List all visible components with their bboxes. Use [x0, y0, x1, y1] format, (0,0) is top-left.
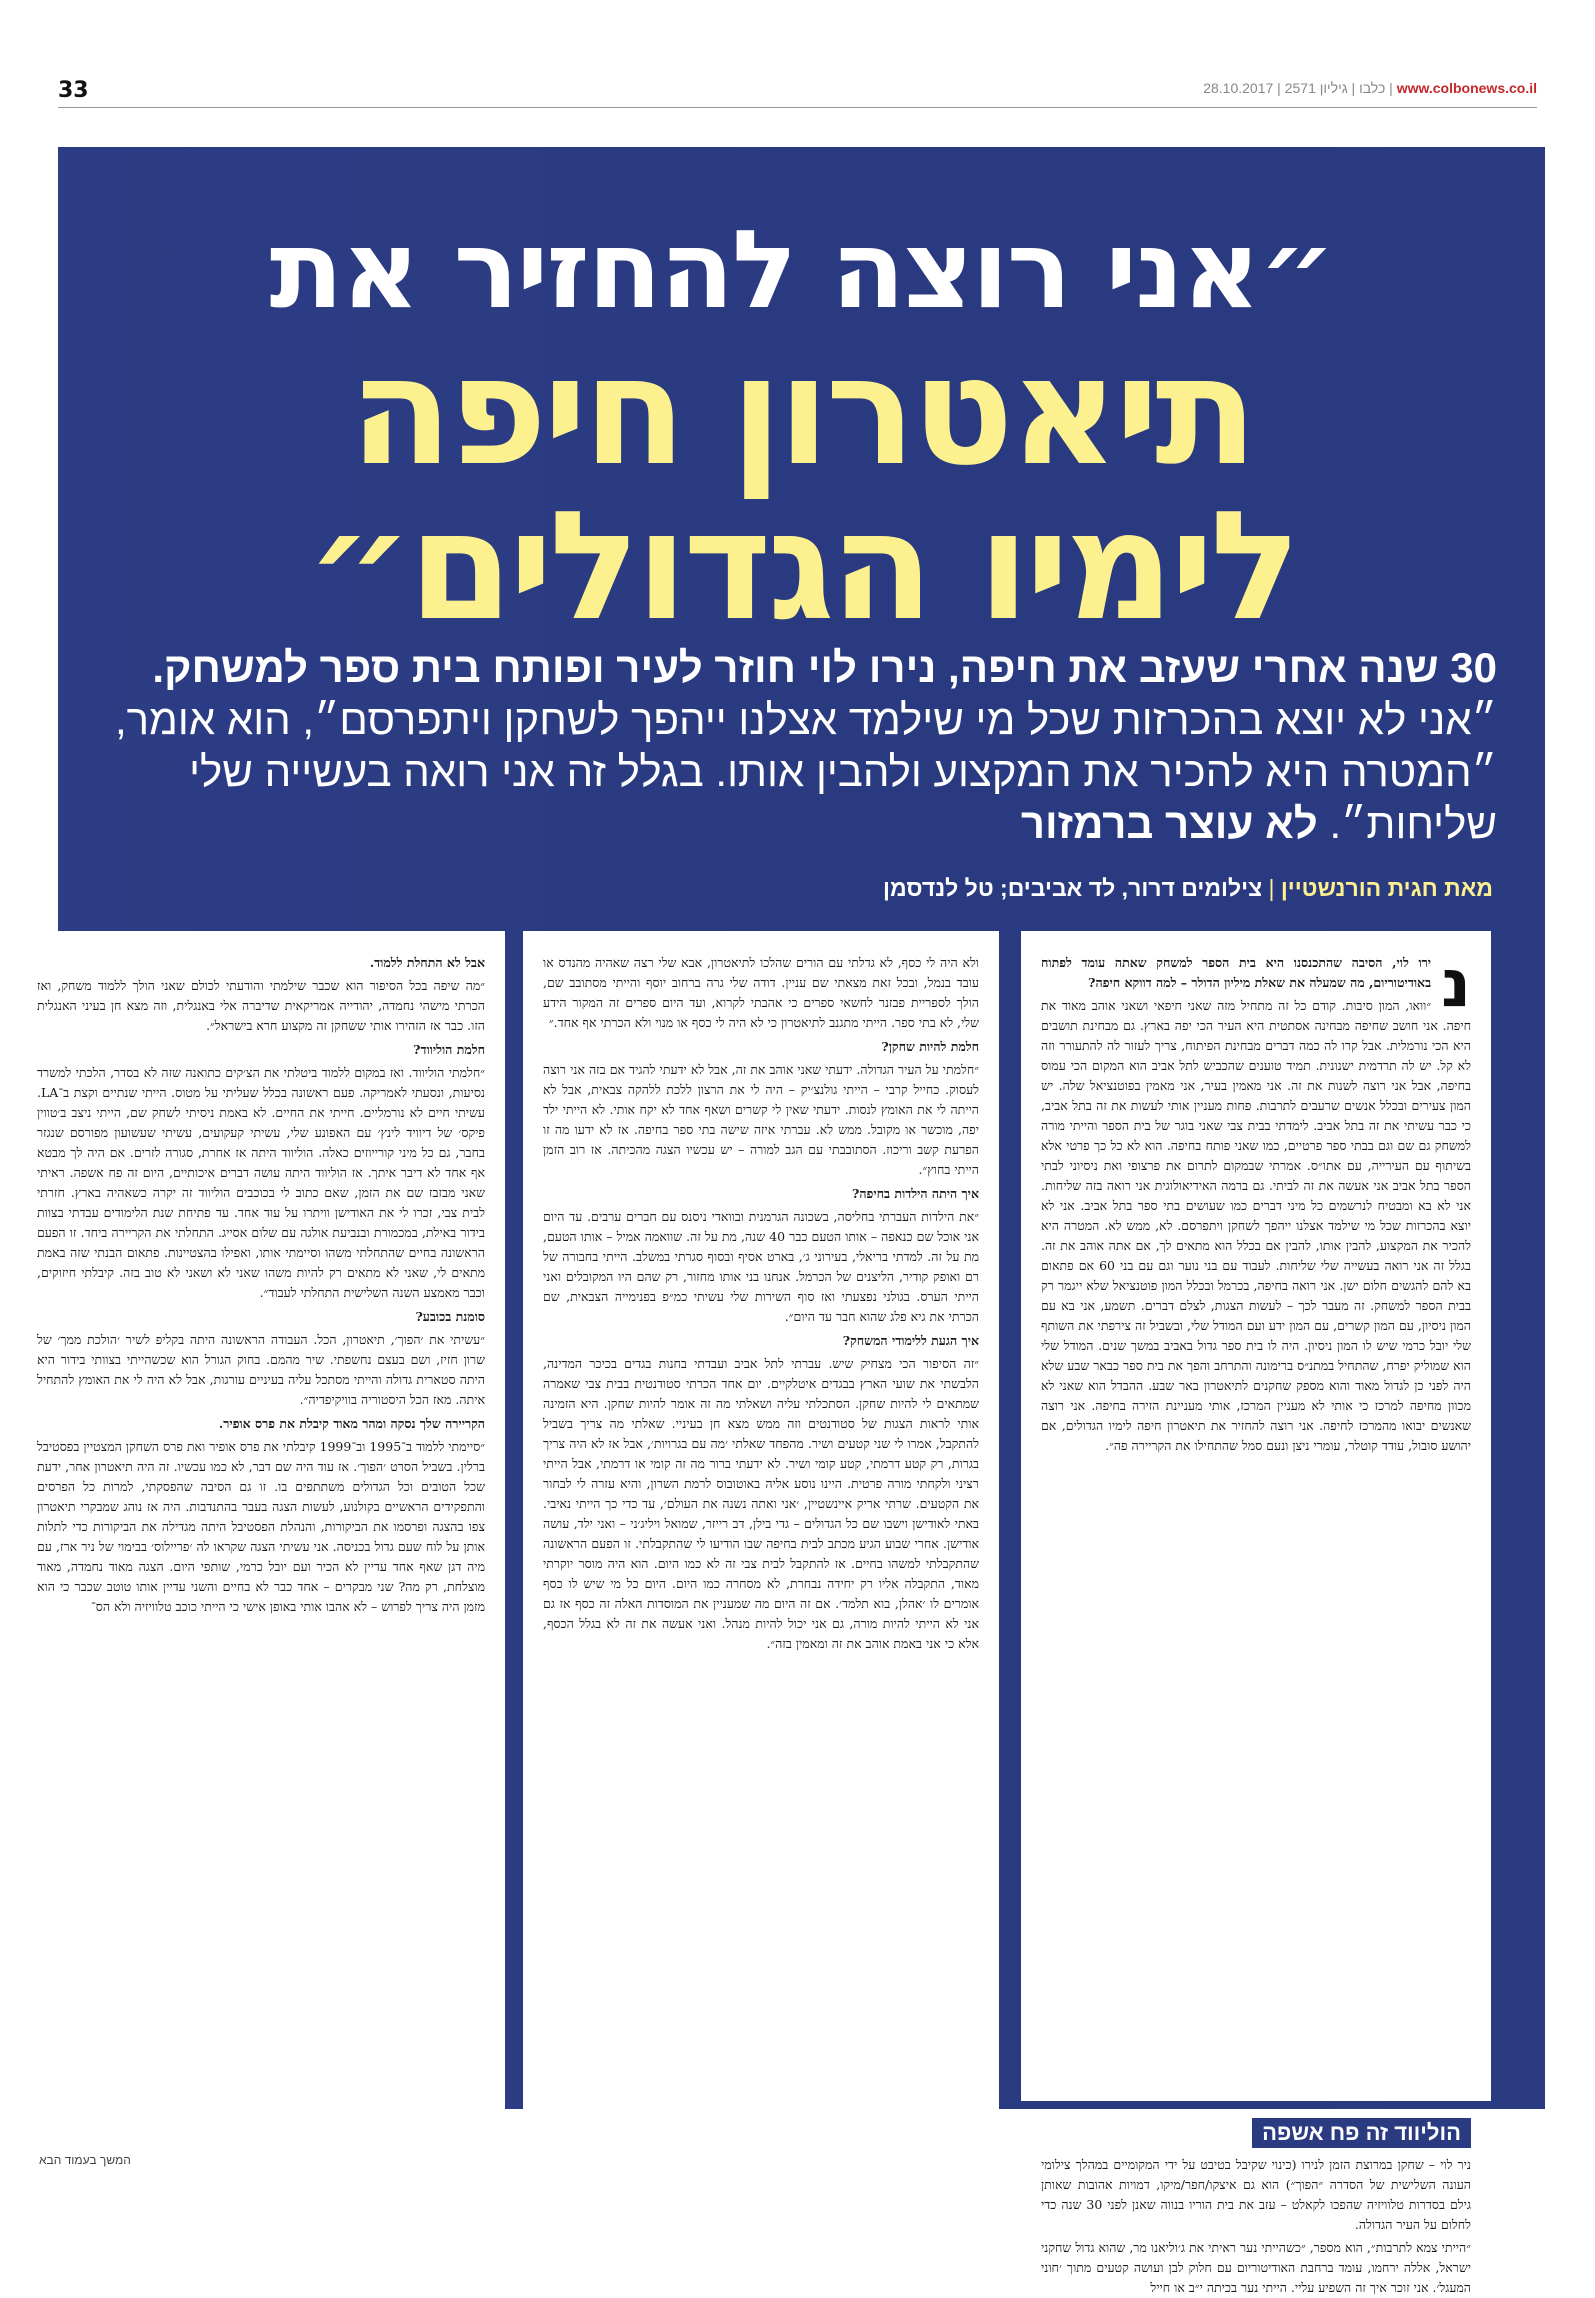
site-url[interactable]: www.colbonews.co.il — [1396, 80, 1537, 96]
issue-date: 28.10.2017 — [1203, 80, 1274, 96]
paragraph: ״הייתי צמא לתרבות״, הוא מספר, ״כשהייתי נער ראיתי את ג׳וליאנו מר, שהוא גדול שחקני ישראל, אללה ירחמו, עומד ברחבת האודיטוריום עם חלוק לבן ועושה קטעים מתוך ׳חוני המעגל׳. אני זוכר איך זה השפיע עליי. הייתי נער בכיתה י״ב או חייל — [1041, 2240, 1471, 2295]
article-column-2 — [523, 931, 999, 2166]
paragraph: ״וואו, המון סיבות. קודם כל זה מתחיל מזה שאני חיפאי ושאני אוהב מאוד את חיפה. אני חושב שחיפה מבחינה אסתטית היא העיר הכי יפה בארץ. גם מבחינת תושבים היא הכי נורמלית. אבל קרו לה כמה דברים מבחינת הפיתוח, צריך לעזור לה להתעורר וזה לא קל. יש לה תרדמית ישנונית. תמיד טוענים שהכביש לתל אביב הוא המקום הכי עמוס בחיפה, אבל אני רוצה לשנות את זה. אני מאמין בעיר, אני מאמין בפוטנציאל שלה. יש המון צעירים ובכלל אנשים שרעבים לתרבות. פחות מעניין אותי לעשות את זה בתל אביב, כי כבר עשיתי את זה בתל אביב. לימדתי בבית צבי שאני בוגר של בית הספר והייתי מורה למשחק גם שם וגם בבתי ספר פרטיים, כמו שאני פותח בחיפה. הוא לא כל כך פרטי אלא בשיתוף עם העירייה, עם אתו״ס. אמרתי שבמקום לתרום את פרצופי ואת ניסיוני לבתי הספר בתל אביב אני אעשה את זה לביתי. גם ברמה האידיאולוגית אני רואה בזה שליחות. אני לא בא ומבטיח לנרשמים כל מיני דברים כמו שעושים בתי ספר בתל אביב. אני לא יוצא בהכרזות שכל מי שילמד אצלנו ייהפך לשחקן ויתפרסם. לא, ממש לא. המטרה היא להכיר את המקצוע, להבין אותו, להבין אם בכלל הוא מתאים לך, אם אתה אוהב את זה. בגלל זה אני רואה בעשייה שלי שליחות. לעבוד עם בני נוער וגם עם בני 60 אם פתאום בא להם להגשים חלום ישן. אני רואה בחיפה, בכרמל ובכלל המון פוטנציאל שלא ייגמר רק בבית הספר למשחק. זה מעבר לכך – לעשות הצגות, לצלם דברים. תשמע, אני בא עם המון ניסיון, עם המון קשרים, עם המון ידע ועם המודל שלי, ובשביל זה צירפתי את השותף שלי יובל כרמי שיש לו המון ניסיון. היה לו בית ספר גדול באביב במשך שנים. המודל שלי הוא שמוליק יפרח, שהתחיל במתנ״ס ברימונה והתרחב והפך את בית ספר כבאר שבע שלא היה לפני כן לגדול מאוד והוא מספק שחקנים לתיאטרון באר שבע. ההבדל הוא שאני לא מכוון מחיפה למרכז כי אותי לא מעניין המרכז, אותי מעניינת הזירה בחיפה. אני רוצה שאנשים יבואו מהמרכז לחיפה. אני רוצה להחזיר את תיאטרון חיפה לימיו הגדולים, אם יהושע סובול, עודד קוטלר, עומרי ניצן ונעם סמל שהתחילו את הקריירה פה״. — [1041, 998, 1471, 1453]
question: חלמת להיות שחקן? — [881, 1039, 979, 1054]
question: חלמת הוליווד? — [413, 1042, 485, 1057]
sidebar-box — [1021, 2149, 1491, 2295]
lead-bold: 30 שנה אחרי שעזב את חיפה, נירו לוי חוזר לעיר ופותח בית ספר למשחק. — [152, 644, 1497, 691]
header-divider — [58, 107, 1537, 108]
byline-photos: צילומים דרור, לד אביבים; טל לנדסמן — [883, 875, 1263, 901]
lead-regular: ״אני לא יוצא בהכרזות שכל מי שילמד אצלנו ייהפך לשחקן ויתפרסם״, הוא אומר, ״המטרה היא להכיר את המקצוע ולהבין אותו. בגלל זה אני רואה בעשייה שלי שליחות״. — [114, 696, 1497, 847]
article-column-3 — [17, 931, 505, 2188]
paragraph: ״זה הסיפור הכי מצחיק שיש. עברתי לתל אביב ועבדתי בחנות בגדים בכיכר המדינה, הלבשתי את שועי הארץ בבגדים איטלקיים. יום אחד הכרתי סטודנטית בבית צבי שאמרה שמתאים לי להיות שחקן. הסתכלתי עליה ושאלתי מה זה אומר להיות שחקן. היא הזמינה אותי לראות הצגות של סטודנטים וזה ממש מצא חן בעיניי. שאלתי מה צריך בשביל להתקבל, אמרו לי שני קטעים ושיר. מהפחד שאלתי ׳מה עם בגרויות׳, אבל אז לא היה צריך בגרות, רק קטע דרמתי, קטע קומי ושיר. לא ידעתי ברור מה זה קומי או דרמתי, אבל הייתי רציני ולקחתי מורה פרטית. היינו נוסע אליה באוטובוס לרמת השרון, והיא עזרה לי לבחור את הקטעים. שרתי אריק איינשטיין, ׳אני ואתה נשנה את העולם׳, עד כדי כך הייתי נאיבי. באתי לאודישן וישבו שם כל הגדולים – גדי בילן, דב רייזר, שמואל ויליג׳ני – ואני ילד, עושה אודישן. אחרי שבוע הגיע מכתב לבית בחיפה שבו הודיעו לי שהתקבלתי. זו הפעם הראשונה שהתקבלתי למשהו בחיים. אז להתקבל לבית צבי זה לא כמו היום. הוא היה מוסר יוקרתי מאוד, התקבלה אליו רק יחידה נבחרת, לא מסחרה כמו היום. היום כל מי שיש לו כסף אומרים לו ׳אהלן, בוא תלמד׳. אם זה היום מה שמעניין את המוסדות האלה זה כסף אז גם אני לא הייתי להיות מורה, גם אני יכול להיות מנהל. ואני אעשה את זה לא בגלל הכסף, אלא כי אני באמת אוהב את זה ומאמין בזה״. — [543, 1356, 979, 1651]
question: איך היתה הילדות בחיפה? — [852, 1186, 979, 1201]
page-number: 33 — [58, 78, 89, 103]
sidebar-box-header — [1021, 2115, 1491, 2149]
paragraph: ״חלמתי על העיר הגדולה. ידעתי שאני אוהב את זה, אבל לא ידעתי להגיד אם בזה אני רוצה לעסוק. כחייל קרבי – הייתי גולנצ׳יק – היה לי את הרצון ללכת ללהקה צבאית, אבל לא הייתה לי את האומץ לנסות. ידעתי שאין לי קשרים ושאף אחד לא יקח אותי. לא הייתי ילד יפה, מוכשר או מקובל. ממש לא. עברתי איזה שישה בתי ספר בחיפה. אז לא ידעו מה זו הפרעת קשב וריכוז. הסתובבתי עם הגב למורה – יש עכשיו הצגה מהכיתה. אז רוב הזמן הייתי בחוץ״. — [543, 1062, 979, 1177]
paragraph: ולא היה לי כסף, לא גדלתי עם הורים שהלכו לתיאטרון, אבא שלי רצה שאהיה מהנדס או עובד בנמל, ובכל זאת מצאתי שם עניין. דודה שלי גרה ברחוב יוסף והייתי מסתובב שם, הולך לספריית פבזנר לחשאי ספרים כי אהבתי לקרוא, ועד היום ספרים זה המקור הידע שלי, לא בתי ספר. הייתי מתגנב לתיאטרון כי לא היה לי כסף או מנוי ולא הכרתי אף אחד.״ — [543, 955, 979, 1030]
question: איך הגעת ללימודי המשחק? — [842, 1333, 979, 1348]
paragraph: ״סיימתי ללמוד ב־1995 וב־1999 קיבלתי את פרס אופיר ואת פרס השחקן המצטיין בפסטיבל ברלין. בשביל הסרט ׳הפוך׳. אז עוד היה שם דבר, לא כמו עכשיו. זה היה תיאטרון אחר, ידעת שכל הטובים וכל הגדולים משתתפים בו. זו גם הסיבה שהפסקתי, למרות כל הפרסים והתפקידים הראשיים בקולנוע, לעשות הצגה בעבר בהתנדבות. היה אז נוהג שמבקרי תיאטרון צפו בהצגה ופרסמו את הביקורות, והנהלת הפסטיבל היתה מגדילה את הביקורות כדי לתלות אותן על לוח שעם גדול בכניסה. אני עשיתי הצגה שקראו לה ׳פריילוס׳ בבימוי של ניר ארז, עם מיה דגן שאף אחד עדיין לא הכיר ועם יובל כרמי, שותפי היום. הצגה מאוד נחמדה, מאוד מוצלחת, רק מה? שני מבקרים – אחד כבר לא בחיים והשני עדיין אותו טוטב שכבר כי הוא מזמן היה צריך לפרוש – לא אהבו אותי באופן אישי כי הייתי כוכב טלוויזיה ולא הס־ — [37, 1439, 486, 1614]
drop-cap: נ — [1441, 945, 1471, 1022]
byline-author: מאת חגית הורנשטיין — [1280, 875, 1493, 901]
continued-note[interactable]: המשך בעמוד הבא — [39, 2153, 131, 2167]
headline-line-2: תיאטרון חיפה — [349, 325, 1254, 499]
page-header — [58, 78, 1537, 106]
article-lead — [103, 642, 1497, 850]
paragraph: ״עשיתי את ׳הפוך׳, תיאטרון, הכל. העבודה הראשונה היתה בקליפ לשיר ׳הולכת ממך׳ של שרון חזיז, ושם בעצם נחשפתי. שיר מהמם. בחוק הגורל הוא שכשהייתי בצוותי בידור היא היתה סטארית גדולה והייתי מסתכל עליה בעיניים עורגות, אבל לא היה לי את האומץ להתחיל איתה. מאז הכל היסטוריה בוויקיפדיה״. — [37, 1332, 485, 1407]
article-panel — [37, 147, 1545, 2295]
paragraph: ״את הילדות העברתי בחליסה, בשכונה הגרמנית ובוואדי ניסנס עם חברים ערבים. עד היום אני אוכל שם כנאפה – אותו הטעם כבר 40 שנה, מת על זה. שוואמה אמיל – אותו הטעם, מת על זה. למדתי בריאלי, בעירוני ג׳, בארט אסיף ובסוף סגרתי במשלב. הייתי בחבורה של רם ואופק קודיר, הליצנים של הכרמל. אנחנו בני אותו מחזור, רק שהם היו המקובלים ואני הייתי הערס. בגולני נפצעתי ואז סוף השירות שלי עשיתי כמ״פ בפנימייה הצבאית, שם הכרתי את גיא פלג שהוא חבר עד היום״. — [543, 1209, 979, 1324]
question: הקריירה שלך נסקה ומהר מאוד קיבלת את פרס אופיר. — [218, 1416, 485, 1431]
question: ירו לוי, הסיבה שהתכנסנו היא בית הספר למשחק שאתה עומד לפתוח באודיטוריום, מה שמעלה את שאלת מיליון הדולר – למה דווקא חיפה? — [1041, 955, 1432, 990]
article-column-1 — [1021, 931, 1491, 2101]
brand-name: כלבו — [1359, 80, 1386, 96]
issue-info: www.colbonews.co.il | כלבו | גיליון 2571 | 28.10.2017 — [1203, 80, 1537, 96]
question: אבל לא התחלת ללמוד. — [369, 955, 485, 970]
lead-tail: לא עוצר ברמזור — [1020, 800, 1318, 847]
headline-line-3: לימיו הגדולים״ — [306, 480, 1297, 654]
paragraph: ״חלמתי הוליווד. ואז במקום ללמוד ביטלתי את הצ׳קים כתואנה שזה לא בסדר, הלכתי למשרד נסיעות, ונסעתי לאמריקה. פעם ראשונה בכלל שעליתי על מטוס. הייתי שנתיים וקצת ב־LA. עשיתי חיים לא נורמליים. חייתי את החיים. לא באמת ניסיתי לשחק שם, הייתי ניצב ב׳טווין פיקס׳ של דיוויד לינץ׳ עם האפונע שלי, עשיתי קעקועים, עשיתי שעשועון מפורסם שנגזר בחבר, גם כל מיני קורייוזים כאלה. הוליווד היתה אז אחרת, סגורה לזרים. אם היה לך מבטא אף אחד לא דיבר איתך. אז הוליווד היתה עושה דברים איכותיים, היום זה פח אשפה. ראיתי שאני מבזבז שם את הזמן, שאם כתוב לי בכוכבים הוליווד זה יקרה כשאהיה בארץ. חזרתי לבית צבי, זכרו לי את האודישן וויתרו על עוד אחד. עד פתיחת שנת הלימודים עבדתי בצוות בידור באילת, במכמורת ובנביעת אולגה עם שלום אסייג. התחלתי את הקריירה ביחד. זו הפעם הראשונה בחיים שהתחלתי משהו וסיימתי אותו, ואפילו בהצטיינות. פתאום הבנתי שזה באמת מתאים לי, שאני לא מתאים רק להיות משהו שאני לא ושאני לא טוב בזה. קיבלתי חיזוקים, וכבר מאמצע השנה השלישית התחלתי לעבוד״. — [37, 1065, 485, 1300]
paragraph: ״מה שיפה בכל הסיפור הוא שכבר שילמתי והודעתי לכולם שאני הולך ללמוד משחק, ואז הכרתי מישהי נחמדה, יהודייה אמריקאית שדיברה אלי באנגלית, וזה מצא חן בעיני האנגלית הזו. כבר אז הזהירו אותי ששחקן זה מקצוע חרא בישראל״. — [37, 978, 485, 1033]
sidebar-box-title: הוליווד זה פח אשפה — [1252, 2118, 1471, 2148]
headline-line-1: ״אני רוצה להחזיר את — [269, 208, 1334, 333]
question: סומנת בכובע? — [415, 1309, 485, 1324]
paragraph: ניר לוי – שחקן במרוצת הזמן לנירו (כינוי שקיבל בטיבט על ידי המקומיים במהלך צילומי העונה השלישית של הסדרה ״הפוך״) הוא גם איצקו/חפר/מיקו, דמויות אהובות שאותן גילם בסדרות טלוויזיה שהפכו לקאלט – עזב את בית הוריו בנווה שאנן לפני 30 שנה כדי לחלום על העיר הגדולה. — [1041, 2157, 1472, 2232]
issue-number: גיליון 2571 — [1284, 80, 1348, 96]
byline: מאת חגית הורנשטיין | צילומים דרור, לד אביבים; טל לנדסמן — [883, 875, 1493, 901]
